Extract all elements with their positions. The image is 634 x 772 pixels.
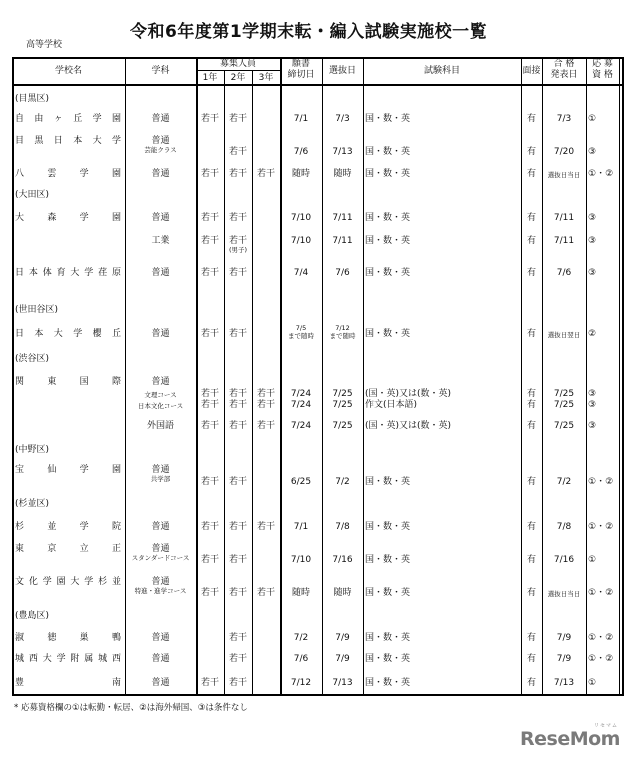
interview: 有 [526, 114, 536, 124]
header-result: 合 格 発表日 [550, 59, 578, 80]
exam-date: 7/16 [332, 555, 353, 565]
column-divider [363, 57, 364, 696]
interview: 有 [526, 477, 536, 487]
recruit-1st-year: 若干 [200, 114, 219, 124]
exam-subjects: 国・数・英 [365, 236, 411, 246]
result-date: 7/3 [556, 114, 572, 124]
interview: 有 [526, 329, 536, 339]
qualification: ③ [588, 389, 597, 399]
qualification: ③ [588, 421, 597, 431]
application-deadline: 7/1 [293, 114, 309, 124]
recruit-3rd-year: 若干 [256, 169, 275, 179]
exam-date: 7/11 [332, 213, 353, 223]
recruit-2nd-year: 若干 [228, 147, 247, 157]
recruit-3rd-year: 若干 [256, 421, 275, 431]
column-divider [619, 57, 620, 696]
qualification: ① [588, 114, 597, 124]
interview: 有 [526, 389, 536, 399]
course-name: スタンダードコース [131, 554, 190, 562]
exam-subjects: 国・数・英 [365, 268, 411, 278]
school-name: 目黒日本大学 [15, 136, 121, 146]
course-name: 特進・進学コース [134, 587, 187, 595]
column-divider [586, 57, 587, 696]
qualification: ①・② [588, 169, 614, 179]
result-date: 7/2 [556, 477, 572, 487]
row-divider [196, 70, 280, 71]
school-name: 杉並学院 [15, 522, 121, 532]
interview: 有 [526, 400, 536, 410]
logo-subtext: リセマム [594, 723, 618, 729]
school-name: 東京立正 [15, 544, 121, 554]
department: 普通 [151, 577, 170, 587]
exam-subjects: 国・数・英 [365, 213, 411, 223]
recruit-2nd-year: 若干 [228, 555, 247, 565]
qualification: ①・② [588, 588, 614, 598]
result-date: 7/11 [553, 236, 575, 246]
ward-heading: (渋谷区) [15, 354, 50, 364]
recruit-2nd-year: 若干 [228, 389, 247, 399]
column-divider [196, 57, 198, 696]
recruit-1st-year: 若干 [200, 169, 219, 179]
department: 普通 [151, 633, 170, 643]
school-name: 大森学園 [15, 213, 121, 223]
result-date: 7/8 [556, 522, 572, 532]
resemom-logo [520, 723, 620, 750]
exam-subjects: 国・数・英 [365, 477, 411, 487]
department: 普通 [151, 522, 170, 532]
department: 普通 [151, 136, 170, 146]
department: 普通 [151, 213, 170, 223]
qualification: ③ [588, 400, 597, 410]
exam-subjects: 国・数・英 [365, 169, 411, 179]
exam-date: 7/11 [332, 236, 353, 246]
recruit-1st-year: 若干 [200, 329, 219, 339]
exam-subjects: (国・英)又は(数・英) [365, 421, 452, 431]
application-deadline: 7/6 [293, 147, 309, 157]
recruit-2nd-year: 若干 [228, 169, 247, 179]
exam-subjects: 国・数・英 [365, 522, 411, 532]
header-deadline: 願書 締切日 [287, 59, 315, 80]
result-date: 7/25 [553, 400, 575, 410]
recruit-1st-year: 若干 [200, 555, 219, 565]
exam-subjects: 国・数・英 [365, 114, 411, 124]
exam-date: 7/13 [332, 147, 353, 157]
result-date: 7/6 [556, 268, 572, 278]
exam-date: 7/25 [332, 421, 353, 431]
application-deadline: 7/10 [290, 236, 312, 246]
result-date: 7/25 [553, 389, 575, 399]
exam-date: 7/2 [335, 477, 350, 487]
recruit-1st-year: 若干 [200, 400, 219, 410]
exam-subjects: 国・数・英 [365, 555, 411, 565]
exam-subjects: 作文(日本語) [365, 400, 418, 410]
exam-date: 随時 [333, 588, 352, 598]
application-deadline: 7/24 [290, 421, 312, 431]
column-divider [252, 71, 253, 696]
interview: 有 [526, 421, 536, 431]
application-deadline: 7/2 [293, 633, 309, 643]
exam-date: 7/6 [335, 268, 350, 278]
course-name: 文理コース [144, 391, 177, 399]
qualification: ① [588, 555, 597, 565]
exam-subjects: 国・数・英 [365, 329, 411, 339]
header-school: 学校名 [54, 66, 82, 76]
recruit-1st-year: 若干 [200, 421, 219, 431]
exam-subjects: 国・数・英 [365, 588, 411, 598]
course-name: 芸能クラス [144, 146, 177, 154]
application-deadline: 7/1 [293, 522, 309, 532]
department: 外国語 [146, 421, 174, 431]
exam-subjects: 国・数・英 [365, 654, 411, 664]
recruit-2nd-year: 若干 [228, 522, 247, 532]
application-deadline: 7/24 [290, 389, 312, 399]
column-divider [224, 71, 225, 696]
school-type-label: 高等学校 [26, 40, 63, 50]
ward-heading: (中野区) [15, 445, 50, 455]
application-deadline: 7/10 [290, 555, 312, 565]
qualification: ③ [588, 213, 597, 223]
exam-subjects: 国・数・英 [365, 633, 411, 643]
qualification: ③ [588, 268, 597, 278]
exam-date: 7/9 [335, 633, 350, 643]
result-date: 7/16 [553, 555, 575, 565]
exam-date: 7/25 [332, 400, 353, 410]
exam-subjects: 国・数・英 [365, 678, 411, 688]
interview: 有 [526, 268, 536, 278]
header-exam: 選抜日 [328, 66, 356, 76]
interview: 有 [526, 588, 536, 598]
header-y3: 3年 [258, 73, 274, 83]
department: 普通 [151, 465, 170, 475]
exam-subjects: 国・数・英 [365, 147, 411, 157]
result-date: 選抜日当日 [547, 590, 581, 598]
department: 工業 [151, 236, 170, 246]
recruit-2nd-year: 若干 [228, 114, 247, 124]
recruit-1st-year: 若干 [200, 678, 219, 688]
recruit-2nd-year: 若干 [228, 654, 247, 664]
result-date: 7/25 [553, 421, 575, 431]
page-title: 令和6年度第1学期末転・編入試験実施校一覧 [130, 22, 488, 42]
application-deadline: 7/10 [290, 213, 312, 223]
interview: 有 [526, 169, 536, 179]
recruit-2nd-year: 若干 [228, 329, 247, 339]
result-date: 7/20 [553, 147, 575, 157]
school-name: 城西大学附属城西 [15, 654, 121, 664]
recruit-1st-year: 若干 [200, 389, 219, 399]
ward-heading: (豊島区) [15, 611, 50, 621]
recruit-2nd-year: 若干 [228, 588, 247, 598]
application-deadline: 7/6 [293, 654, 309, 664]
interview: 有 [526, 522, 536, 532]
result-date: 7/11 [553, 213, 575, 223]
header-interview: 面接 [522, 66, 541, 76]
school-name: 関東国際 [15, 377, 121, 387]
header-recruit: 募集人員 [219, 59, 256, 69]
recruit-2nd-year: 若干 [228, 268, 247, 278]
department: 普通 [151, 268, 170, 278]
recruit-2nd-year: 若干 [228, 678, 247, 688]
school-name: 八雲学園 [15, 169, 121, 179]
recruit-3rd-year: 若干 [256, 588, 275, 598]
school-name: 淑徳巣鴨 [15, 633, 121, 643]
application-deadline: 7/24 [290, 400, 312, 410]
course-name: 日本文化コース [137, 402, 184, 410]
school-name: 宝仙学園 [15, 465, 121, 475]
exam-date: 7/13 [332, 678, 353, 688]
department: 普通 [151, 544, 170, 554]
header-subjects: 試験科目 [423, 66, 460, 76]
header-divider [12, 84, 624, 86]
recruit-1st-year: 若干 [200, 477, 219, 487]
department: 普通 [151, 169, 170, 179]
result-date: 7/9 [556, 654, 572, 664]
application-deadline: 7/12 [290, 678, 312, 688]
recruit-2nd-year: 若干 [228, 421, 247, 431]
ward-heading: (杉並区) [15, 499, 50, 509]
recruit-2nd-year: 若干 [228, 236, 247, 246]
interview: 有 [526, 633, 536, 643]
department: 普通 [151, 654, 170, 664]
logo-text: ReseMom [520, 728, 620, 750]
application-deadline: 随時 [291, 169, 310, 179]
interview: 有 [526, 147, 536, 157]
result-date: 7/13 [553, 678, 575, 688]
department: 普通 [151, 114, 170, 124]
ward-heading: (大田区) [15, 190, 50, 200]
qualification: ①・② [588, 654, 614, 664]
recruit-3rd-year: 若干 [256, 400, 275, 410]
ward-heading: (目黒区) [15, 94, 50, 104]
qualification: ①・② [588, 477, 614, 487]
qualification: ①・② [588, 633, 614, 643]
school-name: 日本大学櫻丘 [15, 329, 121, 339]
interview: 有 [526, 654, 536, 664]
recruit-2nd-year: 若干 [228, 213, 247, 223]
recruit-2nd-year: 若干 [228, 400, 247, 410]
qualification: ② [588, 329, 597, 339]
school-name: 文化学園大学杉並 [15, 577, 121, 587]
application-deadline: 6/25 [290, 477, 312, 487]
recruit-1st-year: 若干 [200, 522, 219, 532]
qualification: ③ [588, 147, 597, 157]
exam-date: 随時 [333, 169, 352, 179]
exam-date: 7/12 まで随時 [329, 324, 356, 340]
school-name: 自由ヶ丘学園 [15, 114, 121, 124]
header-dept: 学科 [151, 66, 170, 76]
department: 普通 [151, 678, 170, 688]
recruit-1st-year: 若干 [200, 213, 219, 223]
qualification: ① [588, 678, 597, 688]
department: 普通 [151, 329, 170, 339]
application-deadline: 随時 [291, 588, 310, 598]
recruit-3rd-year: 若干 [256, 522, 275, 532]
qualification: ③ [588, 236, 597, 246]
recruit-3rd-year: 若干 [256, 389, 275, 399]
result-date: 選抜日翌日 [547, 331, 581, 339]
interview: 有 [526, 213, 536, 223]
school-name: 日本体育大学荏原 [15, 268, 121, 278]
exam-date: 7/8 [335, 522, 350, 532]
application-deadline: 7/5 まで随時 [288, 324, 314, 340]
application-deadline: 7/4 [293, 268, 309, 278]
header-y1: 1年 [202, 73, 218, 83]
recruit-1st-year: 若干 [200, 236, 219, 246]
footnote: * 応募資格欄の①は転勤・転居、②は海外帰国、③は条件なし [14, 703, 248, 713]
school-name: 豊南 [15, 678, 121, 688]
course-name: 共学部 [150, 475, 171, 483]
department: 普通 [151, 377, 170, 387]
recruit-1st-year: 若干 [200, 588, 219, 598]
recruit-2nd-year: 若干 [228, 633, 247, 643]
recruit-1st-year: 若干 [200, 268, 219, 278]
exam-subjects: (国・英)又は(数・英) [365, 389, 452, 399]
result-date: 7/9 [556, 633, 572, 643]
result-date: 選抜日当日 [547, 171, 581, 179]
exam-date: 7/25 [332, 389, 353, 399]
interview: 有 [526, 555, 536, 565]
exam-date: 7/3 [335, 114, 350, 124]
header-qual: 応 募 資 格 [592, 59, 613, 80]
interview: 有 [526, 678, 536, 688]
recruit-note: (男子) [228, 246, 248, 254]
header-y2: 2年 [230, 73, 246, 83]
exam-date: 7/9 [335, 654, 350, 664]
qualification: ①・② [588, 522, 614, 532]
interview: 有 [526, 236, 536, 246]
recruit-2nd-year: 若干 [228, 477, 247, 487]
ward-heading: (世田谷区) [15, 305, 59, 315]
